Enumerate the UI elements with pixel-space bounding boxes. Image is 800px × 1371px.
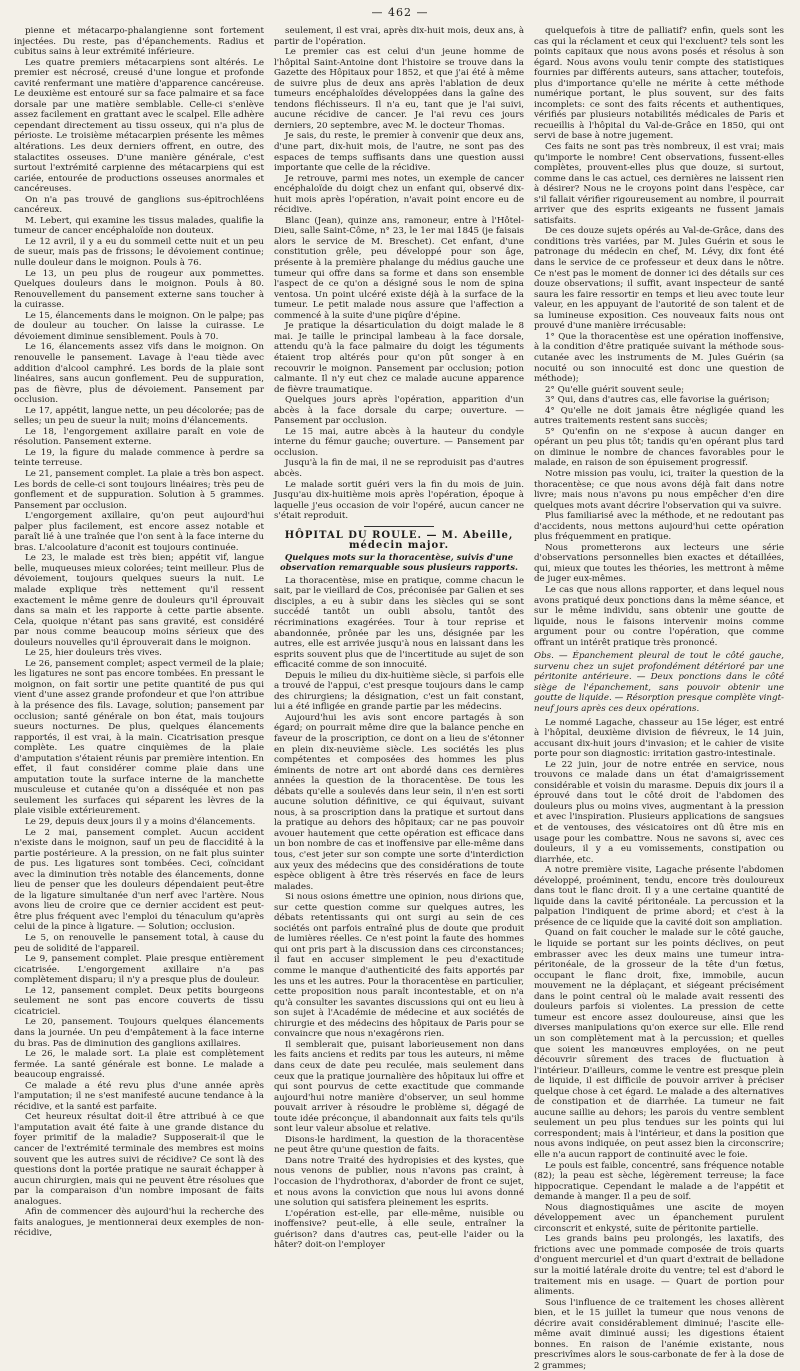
paragraph: Jusqu'à la fin de mai, il ne se reproduisit pas d'autres abcès. <box>274 458 524 479</box>
paragraph: Dans notre Traité des hydropisies et des kystes, que nous venons de publier, nous n'avons pas craint, à l'occasion de l'hydrothorax, d'aborder de front ce sujet, et nous avons la conviction que nous lui avons donné une solution qui satisfera pleinement les esprits. <box>274 1155 524 1209</box>
paragraph: Les grands bains peu prolongés, les laxatifs, des frictions avec une pommade composée de trois quarts d'onguent mercuriel et d'un quart d'extrait de belladone sur la moitié latérale droite du ventre; tel est d'abord le traitement mis en usage. — Quart de portion pour aliments. <box>534 1234 784 1298</box>
column-right-bottom <box>534 718 784 1371</box>
paragraph: Le 22 juin, jour de notre entrée en service, nous trouvons ce malade dans un état d'amaigrissement considérable et voisin du marasme. Depuis dix jours il a éprouvé dans tout le côté droit de l'abdomen des douleurs plus ou moins vives, augmentant à la pression et avec l'inspiration. Plusieurs applications de sangsues et de ventouses, des vésicatoires ont dû être mis en usage pour les combattre. Nous ne savons si, avec ces douleurs, il y a eu vomissements, constipation ou diarrhée, etc. <box>534 759 784 865</box>
paragraph: Le 29, depuis deux jours il y a moins d'élancements. <box>25 817 256 828</box>
section-title: HÔPITAL DU ROULE. — M. Abeille, médecin major. <box>284 529 514 552</box>
paragraph: Le 20, pansement. Toujours quelques élancements dans la journée. Un peu d'empâtement à la face interne du bras. Pas de diminution des ganglions axillaires. <box>14 1017 264 1049</box>
paragraph: Le 26, pansement complet; aspect vermeil de la plaie; les ligatures ne sont pas encore tombées. En pressant le moignon, on fait sortir une petite quantité de pus qui vient d'une assez grande profondeur et que l'on attribue à la présence des fils. Lavage, solution; pansement par occlusion; santé générale on bon état, mais toujours sueurs nocturnes. De plus, quelques élancements rapportés, il est vrai, à la main. Cicatrisation presque complète. Les quatre cinquièmes de la plaie d'amputation s'étaient réunis par première intention. En effet, il faut considérer comme plaie dans une amputation toute la surface interne de la manchette musculeuse et cutanée qu'on a disséquée et non pas seulement les surfaces qui séparent les lèvres de la plaie visible extérieurement. <box>14 658 264 817</box>
paragraph: Cet heureux résultat doit-il être attribué à ce que l'amputation avait été faite à une grande distance du foyer primitif de la maladie? Supposerait-il que le cancer de l'extrémité terminale des membres est moins souvent que les autres suivi de récidive? Ce sont là des questions dont la portée pratique ne saurait échapper à aucun chirurgien, mais qui ne peuvent être résolues que par la comparaison d'un nombre imposant de faits analogues. <box>14 1112 264 1207</box>
paragraph: Sous l'influence de ce traitement les choses allèrent bien, et le 15 juillet la tumeur que nous venons de décrire avait considérablement diminué; l'ascite elle-même avait diminué aussi; les digestions étaient bonnes. En raison de l'anémie existante, nous prescrivîmes alors le sous-carbonate de fer à la dose de 2 grammes; <box>534 1297 784 1371</box>
paragraph: Le 13, un peu plus de rougeur aux pommettes. Quelques douleurs dans le moignon. Pouls à 80. Renouvellement du pansement externe sans toucher à la cuirasse. <box>14 268 264 311</box>
paragraph: Le 12 avril, il y a eu du sommeil cette nuit et un peu de sueur, mais pas de frissons; le dévoiement continue; nulle douleur dans le moignon. Pouls à 76. <box>14 236 264 269</box>
paragraph: Le 18, l'engorgement axillaire paraît en voie de résolution. Pansement externe. <box>14 426 264 448</box>
paragraph: Je pratique la désarticulation du doigt malade le 8 mai. Je taille le principal lambeau à la face dorsale, attendu qu'à la face palmaire du doigt les téguments étaient trop altérés pour qu'on pût songer à en recouvrir le moignon. Pansement par occlusion; potion calmante. Il n'y eut chez ce malade aucune apparence de fièvre traumatique. <box>274 321 524 395</box>
observation-summary: Obs. — Épanchement pleural de tout le côté gauche, survenu chez un sujet profondément détérioré par une péritonite antérieure. — Deux ponctions dans le côté siège de l'épanchement, sans pouvoir obtenir une goutte de liquide. — Résorption presque complète vingt-neuf jours après ces deux opérations. <box>534 651 784 714</box>
column-left <box>14 26 264 1239</box>
section-divider <box>364 526 434 527</box>
paragraph: 5° Qu'enfin on ne s'expose à aucun danger en opérant un peu plus tôt; tandis qu'en opérant plus tard on diminue le nombre de chances favorables pour le malade, en raison de son épuisement progressif. <box>534 426 784 469</box>
paragraph: Si nous osions émettre une opinion, nous dirions que, sur cette question comme sur quelques autres, les débats retentissants qui ont surgi au sein de ces sociétés ont parfois entraîné plus de doute que produit de lumières réelles. Ce n'est point la faute des hommes qui ont pris part à la discussion dans ces circonstances; il faut en accuser simplement le peu d'exactitude comme le manque d'authenticité des faits apportés par les uns et les autres. Pour la thoracentèse en particulier, cette proposition nous paraît incontestable, et on n'a qu'à consulter les savantes discussions qui ont eu lieu à son sujet à l'Académie de médecine et aux sociétés de chirurgie et des médecins des hôpitaux de Paris pour se convaincre que nous n'exagérons rien. <box>274 892 524 1040</box>
paragraph: Je sais, du reste, le premier à convenir que deux ans, d'une part, dix-huit mois, de l'autre, ne sont pas des espaces de temps suffisants dans une question aussi importante que celle de la récidive. <box>274 131 524 174</box>
paragraph: 2° Qu'elle guérit souvent seule; <box>545 384 685 395</box>
paragraph: L'engorgement axillaire, qu'on peut aujourd'hui palper plus facilement, est encore assez notable et paraît lié à une traînée que l'on sent à la face interne du bras. L'alcoolature d'aconit est toujours continuée. <box>14 511 264 553</box>
paragraph: Le premier cas est celui d'un jeune homme de l'hôpital Saint-Antoine dont l'histoire se trouve dans la Gazette des Hôpitaux pour 1852, et que j'ai été à même de suivre plus de deux ans après l'ablation de deux tumeurs encéphaloïdes développées dans la gaîne des tendons fléchisseurs. Il n'a eu, tant que je l'ai suivi, aucune récidive de cancer. Je l'ai revu ces jours derniers, 20 septembre, avec M. le docteur Thomas. <box>274 47 524 131</box>
paragraph: L'opération est-elle, par elle-même, nuisible ou inoffensive? peut-elle, à elle seule, entraîner la guérison? dans d'autres cas, peut-elle l'aider ou la hâter? doit-on l'employer <box>274 1208 524 1251</box>
paragraph: Le 15, élancements dans le moignon. On le palpe; pas de douleur au toucher. On laisse la cuirasse. Le dévoiement diminue sensiblement. Pouls à 70. <box>14 310 264 342</box>
column-middle-bottom <box>274 576 524 1251</box>
paragraph: Aujourd'hui les avis sont encore partagés à son égard; on pourrait même dire que la balance penche en faveur de la proscription, ce dont on a lieu de s'étonner en plein dix-neuvième siècle. Les sociétés les plus compétentes et composées des hommes les plus éminents de notre art ont abordé dans ces dernières années la question de la thoracentèse. De tous les débats qu'elle a soulevés dans leur sein, il n'en est sorti aucune solution définitive, ce qui équivaut, suivant nous, à sa proscription dans la pratique et surtout dans la pratique au dehors des hôpitaux; car ne pas pouvoir avouer hautement que cette opération est efficace dans un bon nombre de cas et inoffensive par elle-même dans tous, c'est jeter sur son compte une sorte d'interdiction aux yeux des médecins que des considérations de toute espèce obligent à être très réservés en face de leurs malades. <box>274 712 524 892</box>
paragraph: Le malade sortit guéri vers la fin du mois de juin. Jusqu'au dix-huitième mois après l'opération, époque à laquelle j'eus occasion de voir l'opéré, aucun cancer ne s'était reproduit. <box>274 479 524 522</box>
page-number: — 462 — <box>371 6 429 19</box>
paragraph: M. Lebert, qui examine les tissus malades, qualifie la tumeur de cancer encéphaloïde non douteux. <box>14 215 264 237</box>
paragraph: Le 21, pansement complet. La plaie a très bon aspect. Les bords de celle-ci sont toujours linéaires; très peu de gonflement et de suppuration. Solution à 5 grammes. Pansement par occlusion. <box>14 468 264 511</box>
column-right <box>534 26 784 1371</box>
paragraph: Le 2 mai, pansement complet. Aucun accident n'existe dans le moignon, sauf un peu de flaccidité à la partie postérieure. A la pression, on ne fait plus suinter de pus. Les ligatures sont tombées. Ceci, coïncidant avec la diminution très notable des élancements, donne lieu de penser que les douleurs dépendaient peut-être de la ligature simultanée d'un nerf avec l'artère. Nous avons lieu de croire que ce dernier accident est peut-être plus fréquent avec l'emploi du ténaculum qu'après celui de la pince à ligature. — Solution; occlusion. <box>14 827 264 933</box>
column-middle-top <box>274 26 524 522</box>
column-right-top <box>534 26 784 648</box>
paragraph: pienne et métacarpo-phalangienne sont fortement injectées. Du reste, pas d'épanchements. Radius et cubitus sains à leur extrémité inférieure. <box>14 26 264 58</box>
paragraph: 1° Que la thoracentèse est une opération inoffensive, à la condition d'être pratiquée suivant la méthode sous-cutanée avec les instruments de M. Jules Guérin (sa nocuité ou son innocuité est donc une question de méthode); <box>534 331 784 385</box>
paragraph: Le 17, appétit, langue nette, un peu décolorée; pas de selles; un peu de sueur la nuit; moins d'élancements. <box>14 405 264 427</box>
paragraph: Ce malade a été revu plus d'une année après l'amputation; il ne s'est manifesté aucune tendance à la récidive, et la santé est parfaite. <box>14 1080 264 1112</box>
paragraph: seulement, il est vrai, après dix-huit mois, deux ans, à partir de l'opération. <box>274 26 524 47</box>
paragraph: Le 15 mai, autre abcès à la hauteur du condyle interne du fémur gauche; ouverture. — Pansement par occlusion. <box>274 426 524 458</box>
paragraph: Le 23, le malade est très bien; appétit vif, langue belle, muqueuses mieux colorées; teint meilleur. Plus de dévoiement, toujours quelques sueurs la nuit. Le malade explique très nettement qu'il ressent exactement le même genre de douleurs qu'il éprouvait dans sa main et les rapporte à cette partie absente. Cela, quoique n'étant pas sans gravité, est considéré par nous comme beaucoup moins sérieux que des douleurs nouvelles qu'il éprouverait dans le moignon. <box>14 553 264 648</box>
paragraph: De ces douze sujets opérés au Val-de-Grâce, dans des conditions très variées, par M. Jules Guérin et sous le patronage du médecin en chef, M. Lévy, dix font été dans le service de ce professeur et deux dans le nôtre. Ce n'est pas le moment de donner ici des détails sur ces douze observations; il suffit, avant inspecteur de santé saura les faire ressortir en temps et lieu avec toute leur valeur, en les appuyant de l'autorité de son talent et de sa lumineuse exposition. Ces nouveaux faits nous ont prouvé d'une manière irrécusable: <box>534 226 784 332</box>
paragraph: Blanc (Jean), quinze ans, ramoneur, entre à l'Hôtel-Dieu, salle Saint-Côme, n° 23, le 1er mai 1845 (je faisais alors le service de M. Breschet). Cet enfant, d'une constitution grêle, peu développé pour son âge, présente à la première phalange du médius gauche une tumeur qui offre dans sa forme et dans son ensemble l'aspect de ce qu'on a désigné sous le nom de spina ventosa. Un point ulcéré existe déjà à la surface de la tumeur. Le petit malade nous assure que l'affection a commencé à la suite d'une piqûre d'épine. <box>274 215 524 321</box>
paragraph: Il semblerait que, puisant laborieusement non dans les faits anciens et redits par tous les auteurs, ni même dans ceux de date peu reculée, mais seulement dans ceux que la pratique journalière des hôpitaux lui offre et qui sont pourvus de cette exactitude que commande aujourd'hui notre manière d'observer, un seul homme pouvait arriver à résoudre le problème si, dégagé de toute idée préconçue, il abandonnait aux faits tels qu'ils sont leur valeur absolue et relative. <box>274 1039 524 1135</box>
paragraph: Le 26, le malade sort. La plaie est complètement fermée. La santé générale est bonne. Le malade a beaucoup engraissé. <box>14 1049 264 1081</box>
paragraph: Le 16, élancements assez vifs dans le moignon. On renouvelle le pansement. Lavage à l'eau tiède avec addition d'alcool camphré. Les bords de la plaie sont linéaires, sans aucun gonflement. Peu de suppuration, pas de fièvre, plus de dévoiement. Pansement par occlusion. <box>14 342 264 406</box>
paragraph: Afin de commencer dès aujourd'hui la recherche des faits analogues, je mentionnerai deux exemples de non-récidive, <box>14 1207 264 1239</box>
paragraph: Quand on fait coucher le malade sur le côté gauche, le liquide se portant sur les points déclives, on peut embrasser avec les deux mains une tumeur intra-péritonéale, de la grosseur de la tête d'un fœtus, occupant le flanc droit, fixe, immobile, aucun mouvement ne la déplaçant, et siégeant précisément dans le point central où le malade avait ressenti des douleurs parfois si violentes. La pression de cette tumeur est encore assez douloureuse, ainsi que les diverses manipulations qu'on exerce sur elle. Elle rend un son complètement mat à la percussion; et quelles que soient les manœuvres employées, on ne peut découvrir sûrement des traces de fluctuation à l'intérieur. D'ailleurs, comme le ventre est presque plein de liquide, il est difficile de pouvoir arriver à préciser quelque chose à cet égard. Le malade a des alternatives de constipation et de diarrhée. La tumeur ne fait aucune saillie au dehors; les parois du ventre semblent seulement un peu plus tendues sur les points qui lui correspondent; mais à l'intérieur, et dans la position que nous avons indiquée, on peut assez bien la circonscrire; elle n'a aucun rapport de continuité avec le foie. <box>534 928 784 1160</box>
paragraph: Disons-le hardiment, la question de la thoracentèse ne peut être qu'une question de faits. <box>274 1134 524 1156</box>
paragraph: Le 5, on renouvelle le pansement total, à cause du peu de solidité de l'appareil. <box>14 933 264 954</box>
paragraph: Le pouls est faible, concentré, sans fréquence notable (82); la peau est sèche, légèrement terreuse; la face hippocratique. Cependant le malade a de l'appétit et demande à manger. Il a peu de soif. <box>534 1160 784 1203</box>
paragraph: Le 25, hier douleurs très vives. <box>25 648 162 659</box>
paragraph: Depuis le milieu du dix-huitième siècle, si parfois elle a trouvé de l'appui, c'est presque toujours dans le camp des chirurgiens; la désignation, c'est un fait constant, lui a été infligée en grande partie par les médecins. <box>274 670 524 713</box>
section-subtitle: Quelques mots sur la thoracentèse, suivis d'une observation remarquable sous plusieurs rapports. <box>280 552 518 573</box>
paragraph: On n'a pas trouvé de ganglions sus-épitrochléens cancéreux. <box>14 194 264 216</box>
paragraph: Le nommé Lagache, chasseur au 15e léger, est entré à l'hôpital, deuxième division de fiévreux, le 14 juin, accusant dix-huit jours d'invasion; et le cahier de visite porte pour son diagnostic: irritation gastro-intestinale. <box>534 717 784 760</box>
paragraph: Le 19, la figure du malade commence à perdre sa teinte terreuse. <box>14 447 264 469</box>
paragraph: 4° Qu'elle ne doit jamais être négligée quand les autres traitements restent sans succès; <box>534 405 784 427</box>
paragraph: Le 9, pansement complet. Plaie presque entièrement cicatrisée. L'engorgement axillaire n'a pas complètement disparu; il n'y a presque plus de douleur. <box>14 954 264 986</box>
paragraph: quelquefois à titre de palliatif? enfin, quels sont les cas qui la réclament et ceux qui l'excluent? tels sont les points capitaux que nous avons posés et résolus à son égard. Nous avons voulu tenir compte des statistiques fournies par différents auteurs, sans attacher, toutefois, plus d'importance qu'elle ne mérite à cette méthode numérique portant, le plus souvent, sur des faits incomplets: ce sont des faits récents et authentiques, vérifiés par plusieurs notabilités médicales de Paris et recueillis à l'hôpital du Val-de-Grâce en 1850, qui ont servi de base à notre jugement. <box>534 26 784 142</box>
paragraph: La thoracentèse, mise en pratique, comme chacun le sait, par le vieillard de Cos, préconisée par Galien et ses disciples, a eu à subir dans les siècles qui se sont succédé tantôt un oubli absolu, tantôt des récriminations exagérées. Tour à tour reprise et abandonnée, prônée par les uns, désignée par les autres, elle est arrivée jusqu'à nous en laissant dans les esprits souvent plus que de l'incertitude au sujet de son efficacité comme de son innocuité. <box>274 575 524 671</box>
paragraph: 3° Qui, dans d'autres cas, elle favorise la guérison; <box>545 395 770 406</box>
paragraph: Nous diagnostiquâmes une ascite de moyen développement avec un épanchement purulent circonscrit et enkysté, suite de péritonite partielle. <box>534 1202 784 1234</box>
paragraph: A notre première visite, Lagache présente l'abdomen développé, proéminent, tendu, encore très douloureux dans tout le flanc droit. Il y a une certaine quantité de liquide dans la cavité péritonéale. La percussion et la palpation l'indiquent de prime abord; et c'est à la présence de ce liquide que la cavité doit son ampliation. <box>534 865 784 928</box>
paragraph: Notre mission pas voulu, ici, traiter la question de la thoracentèse; ce que nous avons déjà fait dans notre livre; mais nous n'avons pu nous empêcher d'en dire quelques mots avant décrire l'observation qui va suivre. <box>534 468 784 511</box>
paragraph: Quelques jours après l'opération, apparition d'un abcès à la face dorsale du carpe; ouverture. — Pansement par occlusion. <box>274 395 524 427</box>
paragraph: Plus familiarisé avec la méthode, et ne redoutant pas d'accidents, nous mettons aujourd'hui cette opération plus fréquemment en pratique. <box>534 511 784 543</box>
paragraph: Les quatre premiers métacarpiens sont altérés. Le premier est nécrosé, creusé d'une longue et profonde cavité renfermant une matière d'apparence cancéreuse. Le deuxième est entouré sur sa face palmaire et sa face dorsale par une matière semblable. Celle-ci s'enlève assez facilement en grattant avec le scalpel. Elle adhère cependant directement au tissu osseux, qui n'a plus de périoste. Le troisième métacarpien présente les mêmes altérations. Les deux derniers offrent, en outre, des stalactites osseuses. D'une manière générale, c'est surtout l'extrémité carpienne des métacarpiens qui est cariée, entourée de productions osseuses anormales et cancéreuses. <box>14 57 264 195</box>
column-middle <box>274 26 524 1251</box>
paragraph: Nous prometterons aux lecteurs une série d'observations personnelles bien exactes et détaillées, qui, mieux que toutes les théories, les mettront à même de juger eux-mêmes. <box>534 542 784 585</box>
paragraph: Le 12, pansement complet. Deux petits bourgeons seulement ne sont pas encore couverts de tissu cicatriciel. <box>14 985 264 1017</box>
paragraph: Je retrouve, parmi mes notes, un exemple de cancer encéphaloïde du doigt chez un enfant qui, observé dix-huit mois après l'opération, n'avait point encore eu de récidive. <box>274 173 524 216</box>
paragraph: Ces faits ne sont pas très nombreux, il est vrai; mais qu'importe le nombre! Cent observations, fussent-elles complètes, prouvent-elles plus que douze, si surtout, comme dans le cas actuel, ces dernières ne laissent rien à désirer? Nous ne le croyons point dans l'espèce, car s'il fallait vérifier rigoureusement au nombre, il pourrait arriver que des esprits exigeants ne fussent jamais satisfaits. <box>534 142 784 226</box>
paragraph: Le cas que nous allons rapporter, et dans lequel nous avons pratiqué deux ponctions dans la même séance, et sur le même individu, sans obtenir une goutte de liquide, nous le faisons intervenir moins comme argument pour ou contre l'opération, que comme offrant un intérêt pratique très prononcé. <box>534 584 784 648</box>
